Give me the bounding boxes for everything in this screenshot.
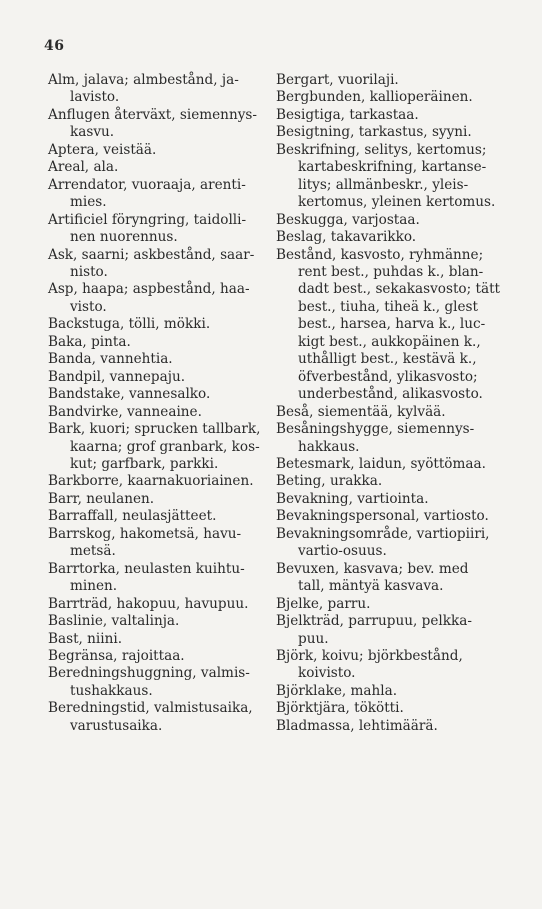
- entry-line: Alm, jalava; almbestånd, ja-: [48, 72, 239, 88]
- entry-continuation-line: mies.: [70, 194, 107, 211]
- entry-line: Beskugga, varjostaa.: [276, 211, 420, 228]
- entry-continuation-line: underbestånd, alikasvosto.: [298, 386, 483, 403]
- entry-line: Baka, pinta.: [48, 333, 131, 350]
- entry-continuation-line: kartabeskrifning, kartanse-: [298, 159, 487, 176]
- entry-continuation-line: rent best., puhdas k., blan-: [298, 263, 484, 280]
- entry-line: Bevuxen, kasvava; bev. med: [276, 560, 469, 577]
- entry-line: Björklake, mahla.: [276, 682, 398, 699]
- entry-continuation-line: kaarna; grof granbark, kos-: [70, 438, 260, 455]
- entry-line: Barrskog, hakometsä, havu-: [48, 525, 242, 542]
- entry-line: Barrträd, hakopuu, havupuu.: [48, 595, 249, 612]
- entry-line: Ask, saarni; askbestånd, saar-: [48, 246, 255, 263]
- entry-line: Besåningshygge, siemennys-: [276, 421, 475, 438]
- entry-line: Beting, urakka.: [276, 473, 383, 490]
- entry-continuation-line: puu.: [298, 630, 329, 647]
- entry-line: Beredningshuggning, valmis-: [48, 665, 250, 682]
- entry-line: Bergbunden, kallioperäinen.: [276, 89, 473, 106]
- entry-line: Begränsa, rajoittaa.: [48, 647, 185, 664]
- entry-continuation-line: koivisto.: [298, 665, 356, 682]
- entry-continuation-line: hakkaus.: [298, 438, 360, 455]
- entry-line: Bjelke, parru.: [276, 595, 371, 612]
- entry-line: Barrtorka, neulasten kuihtu-: [48, 560, 245, 577]
- entry-continuation-line: tushakkaus.: [70, 682, 153, 699]
- entry-line: Besigtning, tarkastus, syyni.: [276, 124, 472, 141]
- entry-line: Aptera, veistää.: [48, 141, 157, 158]
- entry-line: Bark, kuori; sprucken tallbark,: [48, 421, 261, 438]
- entry-line: Barraffall, neulasjätteet.: [48, 508, 217, 525]
- entry-line: Bandstake, vannesalko.: [48, 386, 211, 403]
- entry-continuation-line: kigt best., aukkopäinen k.,: [298, 333, 481, 350]
- entry-continuation-line: tall, mäntyä kasvava.: [298, 578, 444, 595]
- entry-line: Beskrifning, selitys, kertomus;: [276, 141, 487, 158]
- entry-line: Anflugen återväxt, siemennys-: [48, 106, 257, 123]
- entry-continuation-line: minen.: [70, 578, 118, 595]
- entry-line: Barr, neulanen.: [48, 490, 155, 507]
- entry-line: Arrendator, vuoraaja, arenti-: [48, 176, 246, 193]
- entry-line: Baslinie, valtalinja.: [48, 613, 180, 630]
- entry-continuation-line: kut; garfbark, parkki.: [70, 455, 219, 472]
- entry-line: Besigtiga, tarkastaa.: [276, 106, 419, 123]
- entry-continuation-line: uthålligt best., kestävä k.,: [298, 351, 477, 368]
- entry-line: Asp, haapa; aspbestånd, haa-: [48, 281, 250, 298]
- entry-line: Banda, vannehtia.: [48, 351, 173, 368]
- entry-continuation-line: best., harsea, harva k., luc-: [298, 316, 486, 333]
- entry-line: Bandvirke, vanneaine.: [48, 403, 202, 420]
- entry-line: Betesmark, laidun, syöttömaa.: [276, 455, 486, 472]
- right-column: [276, 72, 502, 735]
- entry-line: Beså, siementää, kylvää.: [276, 403, 446, 420]
- entry-line: Björk, koivu; björkbestånd,: [276, 647, 463, 664]
- entry-line: Barkborre, kaarnakuoriainen.: [48, 473, 254, 490]
- entry-line: Bestånd, kasvosto, ryhmänne;: [276, 246, 484, 263]
- entry-continuation-line: kasvu.: [70, 124, 115, 141]
- entry-continuation-line: nen nuorennus.: [70, 229, 178, 246]
- entry-continuation-line: best., tiuha, tiheä k., glest: [298, 298, 478, 315]
- entry-line: Bevakning, vartiointa.: [276, 490, 429, 507]
- entry-continuation-line: lavisto.: [70, 89, 120, 106]
- entry-continuation-line: varustusaika.: [70, 717, 163, 734]
- entry-continuation-line: dadt best., sekakasvosto; tätt: [298, 281, 501, 298]
- left-column: [48, 72, 266, 735]
- entry-line: Beslag, takavarikko.: [276, 229, 417, 246]
- entry-continuation-line: kertomus, yleinen kertomus.: [298, 194, 496, 211]
- entry-continuation-line: litys; allmänbeskr., yleis-: [298, 176, 469, 193]
- entry-line: Bandpil, vannepaju.: [48, 368, 186, 385]
- entry-line: Bladmassa, lehtimäärä.: [276, 717, 438, 734]
- entry-line: Bast, niini.: [48, 630, 123, 647]
- entry-continuation-line: visto.: [70, 298, 107, 315]
- entry-line: Bergart, vuorilaji.: [276, 72, 399, 88]
- page-number: 46: [44, 38, 65, 54]
- entry-line: Areal, ala.: [48, 159, 119, 176]
- entry-line: Artificiel föryngring, taidolli-: [48, 211, 247, 228]
- entry-continuation-line: vartio-osuus.: [298, 543, 387, 560]
- entry-line: Beredningstid, valmistusaika,: [48, 700, 253, 717]
- entry-line: Backstuga, tölli, mökki.: [48, 316, 211, 333]
- entry-line: Björktjära, tökötti.: [276, 700, 404, 717]
- entry-continuation-line: metsä.: [70, 543, 116, 560]
- entry-continuation-line: nisto.: [70, 263, 108, 280]
- entry-line: Bevakningspersonal, vartiosto.: [276, 508, 489, 525]
- entry-line: Bevakningsområde, vartiopiiri,: [276, 525, 490, 542]
- entry-continuation-line: öfverbestånd, ylikasvosto;: [298, 368, 478, 385]
- entry-line: Bjelkträd, parrupuu, pelkka-: [276, 613, 472, 630]
